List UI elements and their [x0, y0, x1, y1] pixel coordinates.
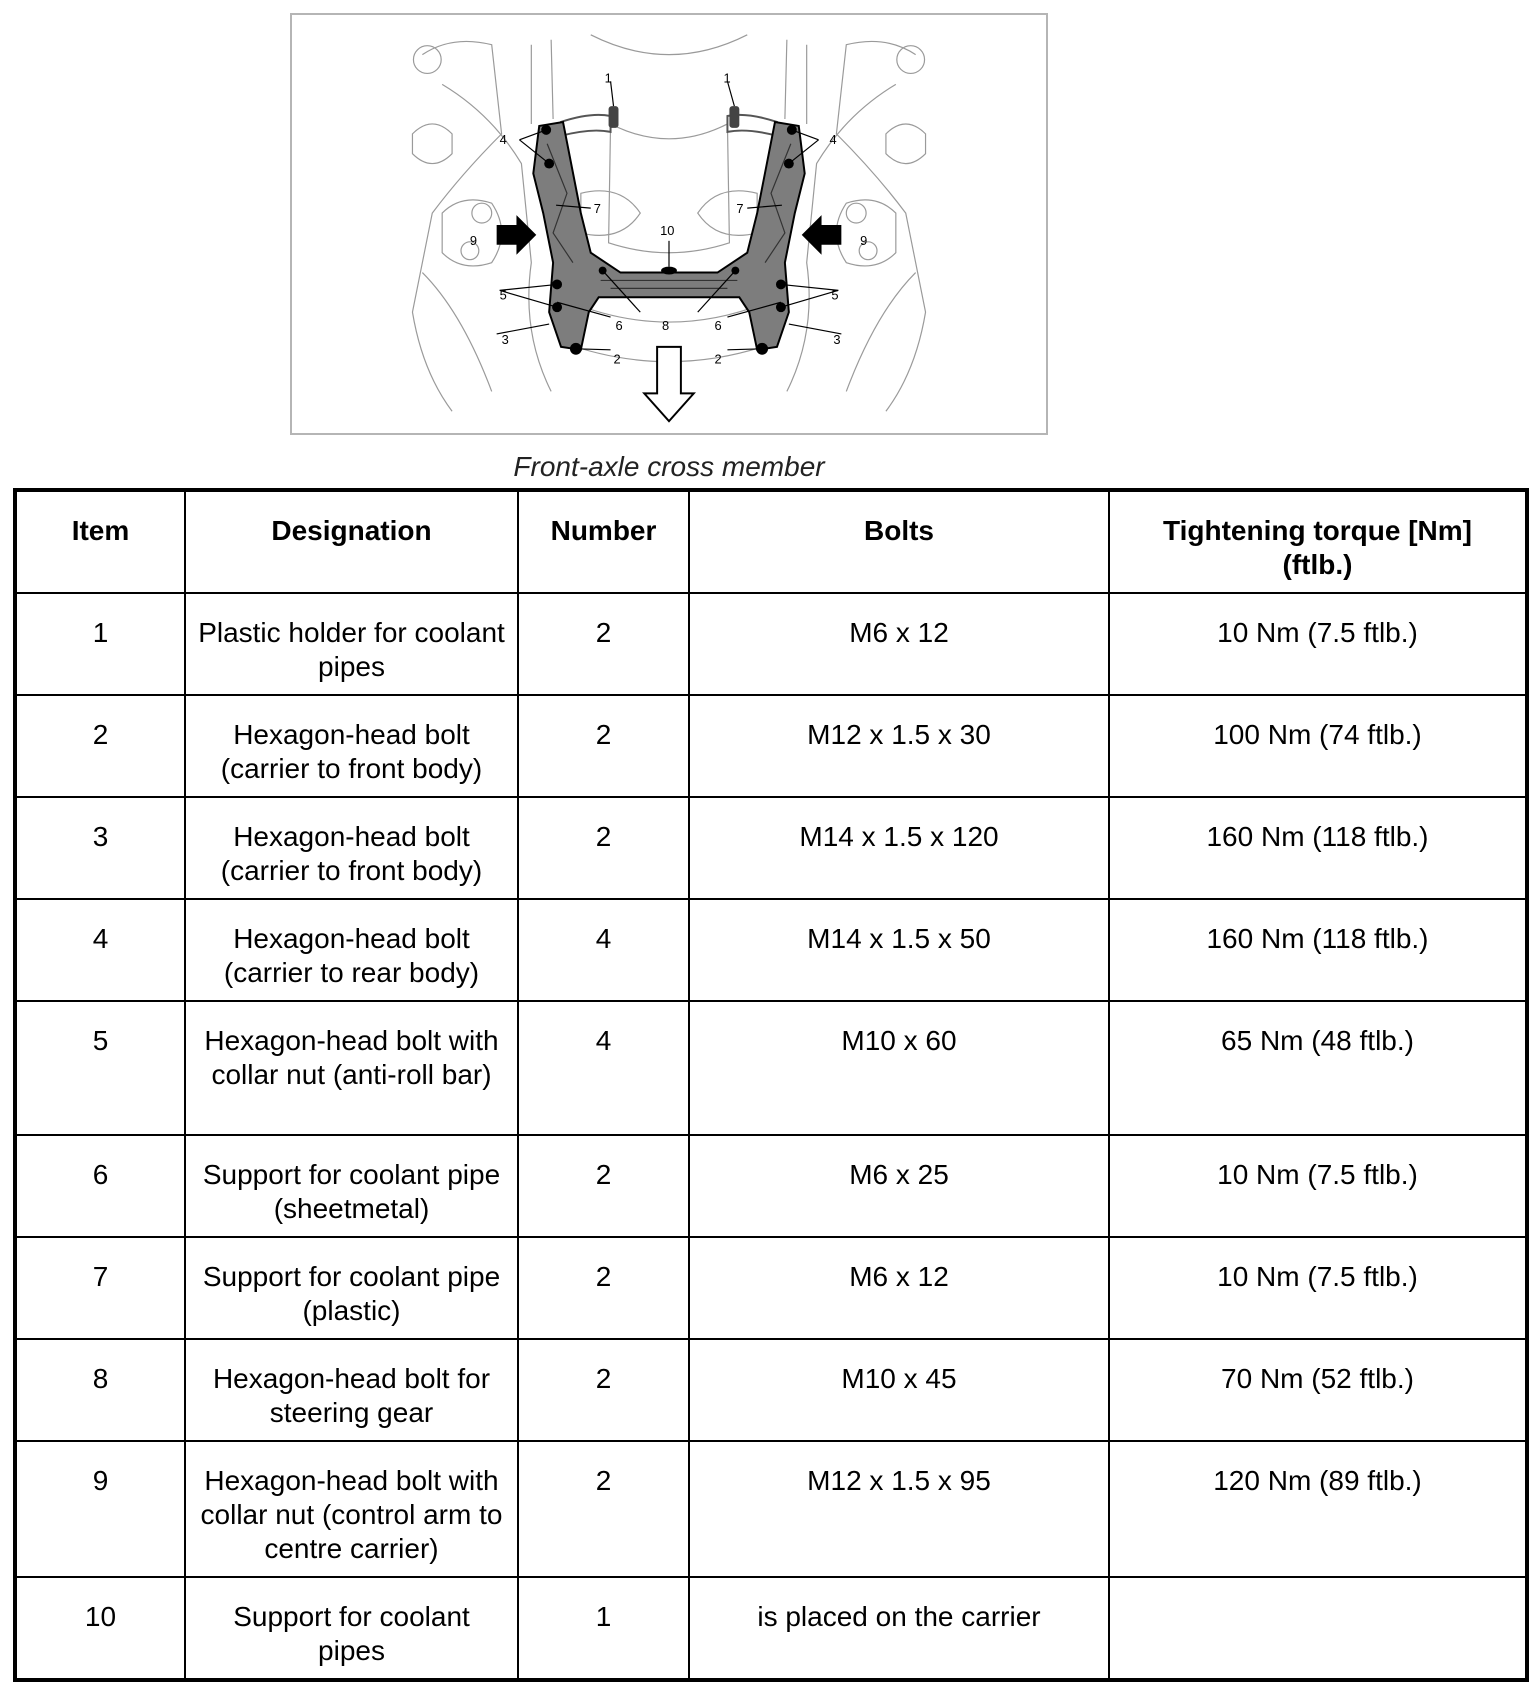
table-row — [15, 1441, 1527, 1577]
cell-torque: 65 Nm (48 ftlb.) — [1109, 1001, 1527, 1135]
cell-bolts: M12 x 1.5 x 30 — [689, 695, 1109, 797]
cell-torque: 160 Nm (118 ftlb.) — [1109, 797, 1527, 899]
cell-number: 2 — [518, 1135, 689, 1237]
callout-label: 6 — [714, 317, 722, 333]
table-row — [15, 593, 1527, 695]
cell-number: 2 — [518, 1339, 689, 1441]
cell-bolts: is placed on the carrier — [689, 1577, 1109, 1680]
cell-designation: Hexagon-head bolt (carrier to front body) — [185, 797, 518, 899]
cell-number: 2 — [518, 695, 689, 797]
header-torque — [1109, 490, 1527, 593]
cell-item: 3 — [15, 797, 185, 899]
cell-item: 5 — [15, 1001, 185, 1135]
callout-label: 10 — [660, 222, 675, 238]
cell-item: 8 — [15, 1339, 185, 1441]
table-row — [15, 797, 1527, 899]
callout-label: 3 — [501, 331, 509, 347]
torque-spec-table — [13, 488, 1529, 1682]
table-row — [15, 899, 1527, 1001]
cross-member-drawing — [292, 15, 1046, 433]
callout-label: 9 — [860, 232, 868, 248]
cell-designation: Hexagon-head bolt for steering gear — [185, 1339, 518, 1441]
cell-bolts: M14 x 1.5 x 50 — [689, 899, 1109, 1001]
callout-label: 6 — [615, 317, 623, 333]
cell-designation: Support for coolant pipes — [185, 1577, 518, 1680]
cell-torque: 70 Nm (52 ftlb.) — [1109, 1339, 1527, 1441]
callout-label: 8 — [662, 317, 670, 333]
header-designation: Designation — [185, 490, 518, 593]
cell-item: 4 — [15, 899, 185, 1001]
cell-torque: 10 Nm (7.5 ftlb.) — [1109, 593, 1527, 695]
cell-torque: 10 Nm (7.5 ftlb.) — [1109, 1135, 1527, 1237]
cell-item: 2 — [15, 695, 185, 797]
callout-label: 7 — [593, 201, 601, 217]
cell-item: 9 — [15, 1441, 185, 1577]
cell-item: 10 — [15, 1577, 185, 1680]
cell-number: 2 — [518, 1237, 689, 1339]
callout-label: 7 — [736, 201, 744, 217]
callout-label: 1 — [723, 70, 731, 86]
table-row — [15, 1135, 1527, 1237]
cell-designation: Support for coolant pipe (plastic) — [185, 1237, 518, 1339]
cell-item: 7 — [15, 1237, 185, 1339]
callout-label: 3 — [833, 331, 841, 347]
cell-designation: Hexagon-head bolt with collar nut (control arm to centre carrier) — [185, 1441, 518, 1577]
header-torque-line1: Tightening torque [Nm] — [1163, 515, 1472, 546]
cell-number: 2 — [518, 1441, 689, 1577]
cell-bolts: M12 x 1.5 x 95 — [689, 1441, 1109, 1577]
cell-torque — [1109, 1577, 1527, 1680]
cell-bolts: M6 x 12 — [689, 593, 1109, 695]
header-number: Number — [518, 490, 689, 593]
table-row — [15, 1339, 1527, 1441]
callout-label: 9 — [469, 232, 478, 248]
table-row — [15, 1001, 1527, 1135]
cell-designation: Support for coolant pipe (sheetmetal) — [185, 1135, 518, 1237]
cell-bolts: M10 x 45 — [689, 1339, 1109, 1441]
cell-designation: Plastic holder for coolant pipes — [185, 593, 518, 695]
cell-designation: Hexagon-head bolt with collar nut (anti-roll bar) — [185, 1001, 518, 1135]
cell-bolts: M6 x 25 — [689, 1135, 1109, 1237]
header-item: Item — [15, 490, 185, 593]
cell-designation: Hexagon-head bolt (carrier to rear body) — [185, 899, 518, 1001]
figure-caption: Front-axle cross member — [513, 451, 825, 482]
header-bolts: Bolts — [689, 490, 1109, 593]
cell-designation: Hexagon-head bolt (carrier to front body) — [185, 695, 518, 797]
callout-label: 5 — [499, 287, 507, 303]
callout-label: 2 — [714, 351, 722, 367]
cell-number: 1 — [518, 1577, 689, 1680]
cell-torque: 160 Nm (118 ftlb.) — [1109, 899, 1527, 1001]
callout-label: 4 — [499, 131, 507, 147]
callout-label: 2 — [613, 351, 621, 367]
cell-number: 2 — [518, 797, 689, 899]
cell-item: 6 — [15, 1135, 185, 1237]
cell-number: 4 — [518, 899, 689, 1001]
table-row — [15, 1577, 1527, 1680]
cell-item: 1 — [15, 593, 185, 695]
cell-number: 4 — [518, 1001, 689, 1135]
table-row — [15, 1237, 1527, 1339]
front-axle-diagram — [290, 13, 1048, 435]
cell-bolts: M6 x 12 — [689, 1237, 1109, 1339]
cell-torque: 100 Nm (74 ftlb.) — [1109, 695, 1527, 797]
callout-label: 1 — [604, 70, 612, 86]
cell-torque: 10 Nm (7.5 ftlb.) — [1109, 1237, 1527, 1339]
cell-bolts: M10 x 60 — [689, 1001, 1109, 1135]
callout-label: 4 — [829, 131, 837, 147]
header-torque-line2: (ftlb.) — [1282, 549, 1353, 580]
cell-number: 2 — [518, 593, 689, 695]
table-row — [15, 695, 1527, 797]
callout-label: 5 — [831, 287, 839, 303]
table-header-row — [15, 490, 1527, 593]
cell-bolts: M14 x 1.5 x 120 — [689, 797, 1109, 899]
cell-torque: 120 Nm (89 ftlb.) — [1109, 1441, 1527, 1577]
